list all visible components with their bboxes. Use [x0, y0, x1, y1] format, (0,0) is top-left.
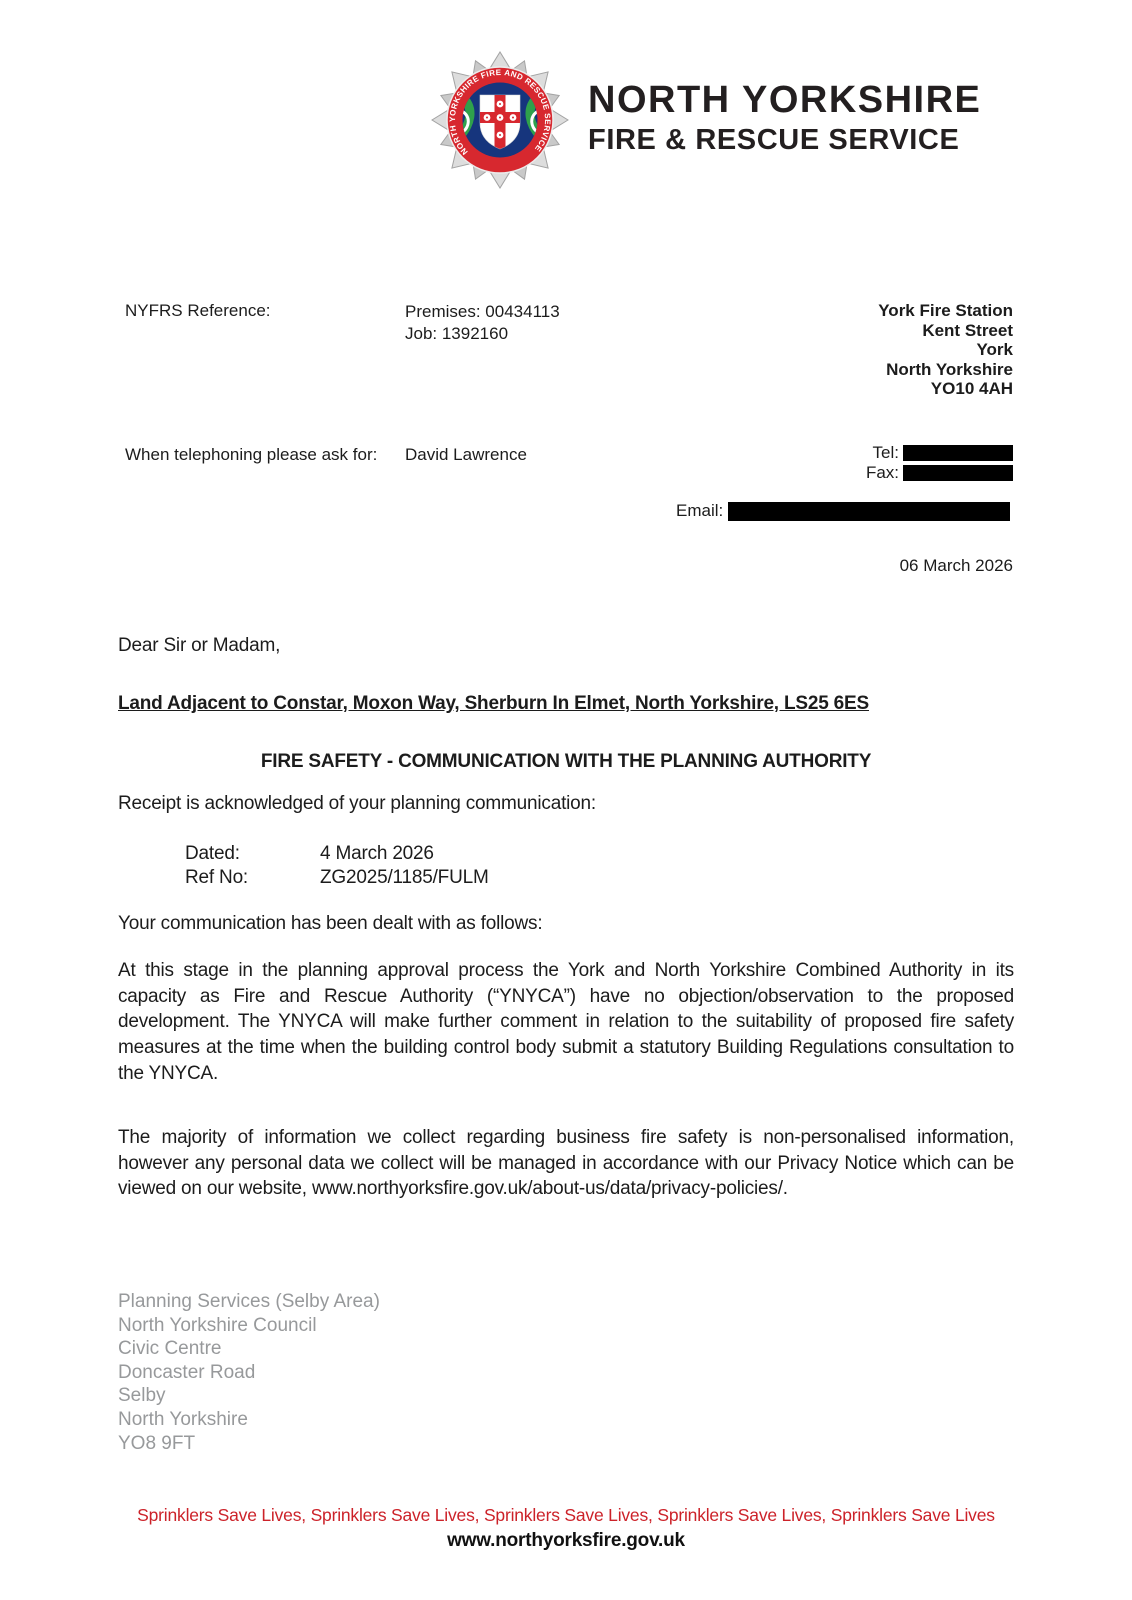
- premises-number: Premises: 00434113: [405, 302, 560, 321]
- fire-service-crest-icon: [430, 45, 570, 195]
- fax-label: Fax:: [865, 463, 899, 482]
- tel-label: Tel:: [872, 443, 899, 462]
- salutation: Dear Sir or Madam,: [118, 635, 281, 656]
- recipient-address-line: Planning Services (Selby Area): [118, 1291, 380, 1312]
- station-address: [878, 301, 1013, 399]
- letter-date: 06 March 2026: [899, 556, 1013, 575]
- letter-heading: FIRE SAFETY - COMMUNICATION WITH THE PLANNING AUTHORITY: [260, 751, 872, 772]
- recipient-address-line: YO8 9FT: [118, 1432, 196, 1454]
- org-name-line2: FIRE & RESCUE SERVICE: [588, 124, 960, 156]
- ref-no-row: [118, 867, 489, 889]
- ref-no-value: ZG2025/1185/FULM: [320, 867, 489, 888]
- recipient-address-line: Selby: [118, 1385, 166, 1407]
- website-url: www.northyorksfire.gov.uk: [447, 1530, 685, 1551]
- tel-row: [866, 443, 1013, 463]
- station-address-line: York Fire Station: [878, 301, 1013, 320]
- station-address-line: Kent Street: [922, 320, 1013, 340]
- ask-for-label: When telephoning please ask for:: [125, 445, 378, 464]
- email-row: [676, 501, 1010, 521]
- email-label: Email:: [676, 501, 724, 520]
- fax-redacted-bar: [903, 465, 1013, 481]
- ref-no-label: Ref No:: [185, 867, 249, 888]
- station-address-line: North Yorkshire: [886, 359, 1013, 379]
- premises-job-block: [405, 301, 560, 344]
- recipient-address-line: Doncaster Road: [118, 1361, 256, 1383]
- receipt-line: Receipt is acknowledged of your planning communication:: [118, 793, 596, 814]
- body-paragraph-1: At this stage in the planning approval process the York and North Yorkshire Combined Authority in its capacity as Fire and Rescue Authority (“YNYCA”) have no objection/observation to the proposed development. The YNYCA will make further comment in relation to the suitability of proposed fire safety measures at the time when the building control body submit a statutory Building Regulations consultation to the YNYCA.: [118, 960, 1014, 1084]
- recipient-address: [118, 1290, 380, 1455]
- recipient-address-line: North Yorkshire: [118, 1408, 248, 1430]
- org-name-line1: NORTH YORKSHIRE: [588, 79, 982, 121]
- dealt-line: Your communication has been dealt with as follows:: [118, 913, 543, 934]
- dated-value: 4 March 2026: [320, 843, 434, 864]
- job-number: Job: 1392160: [405, 323, 509, 343]
- ask-for-name: David Lawrence: [405, 445, 527, 464]
- dated-label: Dated:: [185, 843, 240, 864]
- org-name: [588, 78, 981, 159]
- email-redacted-bar: [728, 502, 1010, 521]
- nyfrs-reference-label: NYFRS Reference:: [125, 301, 271, 320]
- badge-ring-text: NORTH YORKSHIRE FIRE AND RESCUE SERVICE: [447, 67, 553, 157]
- recipient-address-line: North Yorkshire Council: [118, 1314, 317, 1336]
- station-address-line: York: [976, 340, 1013, 360]
- body-paragraph-2: The majority of information we collect regarding business fire safety is non-personalised information, however any personal data we collect will be managed in accordance with our Privacy Notice which can be viewed on our website, www.northyorksfire.gov.uk/about-us/data/privacy-policies/.: [118, 1127, 1014, 1200]
- station-address-line: YO10 4AH: [930, 379, 1013, 399]
- tel-redacted-bar: [903, 445, 1013, 461]
- tel-fax-block: [866, 443, 1013, 483]
- fax-row: [866, 463, 1013, 483]
- nyfrs-badge: [430, 45, 570, 195]
- dated-row: [118, 843, 434, 865]
- sprinklers-slogan: Sprinklers Save Lives, Sprinklers Save Lives, Sprinklers Save Lives, Sprinklers Save Lives, Sprinklers Save Lives: [137, 1505, 995, 1525]
- recipient-address-line: Civic Centre: [118, 1338, 222, 1360]
- subject-line: Land Adjacent to Constar, Moxon Way, Sherburn In Elmet, North Yorkshire, LS25 6ES: [118, 693, 869, 714]
